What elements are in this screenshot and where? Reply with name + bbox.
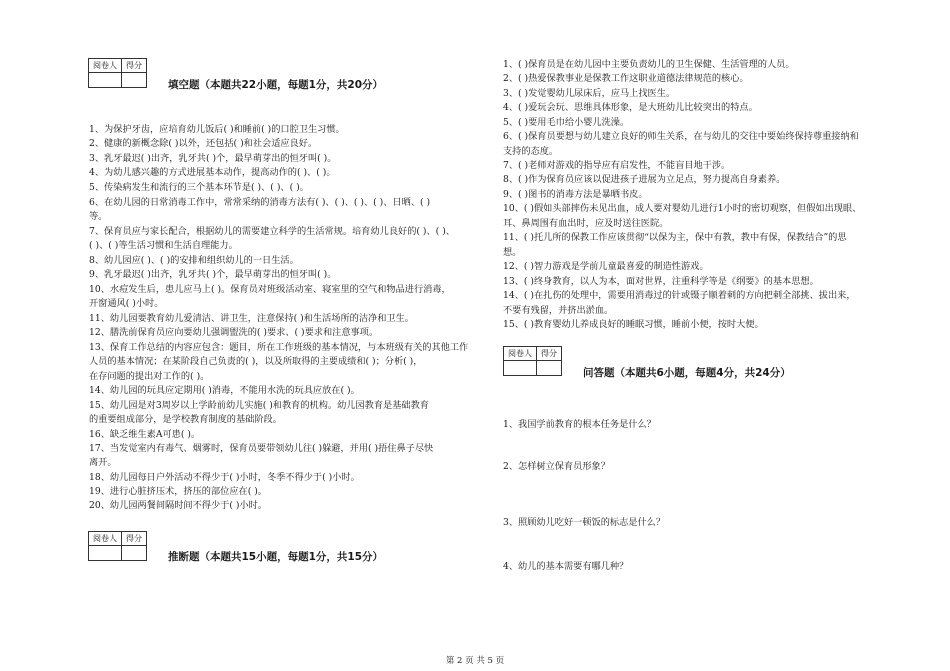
fill-blank-line: 13、保育工作总结的内容应包含：题目，所在工作班级的基本情况，与本班级有关的其他工作	[89, 342, 469, 353]
fill-blank-line: 1、为保护牙齿，应培育幼儿饭后( )和睡前( )的口腔卫生习惯。	[89, 124, 345, 135]
fill-blank-line: 3、乳牙最迟( )出齐，乳牙共( )个，最早萌芽出的恒牙叫( )。	[89, 153, 337, 164]
fill-blank-line: 14、幼儿园的玩具应定期用( )消毒，不能用水洗的玩具应放在( )。	[89, 385, 360, 396]
judge-line: 6、( )保育员要想与幼儿建立良好的师生关系，在与幼儿的交往中要始终保持尊重接纳和	[503, 131, 859, 142]
fill-blank-line: 的重要组成部分，是学校教育制度的基础阶段。	[89, 414, 282, 425]
fill-blank-line: 2、健康的新概念除( )以外，还包括( )和社会适应良好。	[89, 138, 318, 149]
qa-question: 2、怎样树立保育员形象？	[503, 461, 610, 472]
judge-line: 15、( )教育婴幼儿养成良好的睡眠习惯，睡前小便，按时大便。	[503, 319, 764, 330]
judge-title: 推断题（本题共15小题，每题1分，共15分）	[168, 551, 384, 563]
score-box-qa	[503, 346, 562, 376]
qa-question: 4、幼儿的基本需要有哪几种？	[503, 561, 629, 572]
judge-line: 14、( )在扎伤的处理中，需要用消毒过的针或镊子顺着刺的方向把刺全部挑、拔出来，	[503, 290, 856, 301]
fill-blank-line: 9、乳牙最迟( )出齐，乳牙共( )个，最早萌芽出的恒牙叫( )。	[89, 269, 337, 280]
score-box-score: 得分	[537, 347, 562, 361]
qa-question: 1、我国学前教育的根本任务是什么？	[503, 419, 656, 430]
fill-blank-line: 5、传染病发生和流行的三个基本环节是( )、( )、( )。	[89, 182, 309, 193]
fill-blank-line: 19、进行心脏挤压术，挤压的部位应在( )。	[89, 486, 267, 497]
judge-line: 12、( )智力游戏是学前儿童最喜爱的制造性游戏。	[503, 261, 709, 272]
fill-blank-line: 离开。	[89, 457, 117, 468]
fill-blank-line: 8、幼儿园应( )、( )的安排和组织幼儿的一日生活。	[89, 255, 299, 266]
qa-title: 问答题（本题共6小题，每题4分，共24分）	[583, 367, 791, 379]
fill-blank-line: 17、当发觉室内有毒气、烟雾时，保育员要带领幼儿往( )躲避，并用( )捂住鼻子尽快	[89, 443, 434, 454]
fill-blank-line: 15、幼儿园是对3周岁以上学龄前幼儿实施( )和教育的机构。幼儿园教育是基础教育	[89, 400, 429, 411]
judge-line: 1、( )保育员是在幼儿园中主要负责幼儿的卫生保健、生活管理的人员。	[503, 59, 795, 70]
score-box-fill	[88, 58, 147, 88]
score-box-grader: 阅卷人	[89, 532, 122, 546]
fill-blank-line: 人员的基本情况；在某阶段自己负责的( )，以及所取得的主要成绩和( )；分析( )，	[89, 356, 423, 367]
fill-blank-line: ( )、( )等生活习惯和生活自理能力。	[89, 240, 238, 251]
judge-line: 耳、鼻周围有血出时，应及时送往医院。	[503, 218, 669, 229]
fill-blank-line: 等。	[89, 211, 108, 222]
score-box-grader: 阅卷人	[89, 59, 122, 73]
fill-blank-line: 6、在幼儿园的日常消毒工作中，常常采纳的消毒方法有( )、( )、( )、( )、日晒、( )	[89, 197, 431, 208]
judge-line: 想。	[503, 247, 522, 258]
judge-line: 不要有残留，并挤出淤血。	[503, 305, 614, 316]
fill-blank-line: 10、水痘发生后，患儿应马上( )。保育员对班级活动室、寝室里的空气和物品进行消毒，	[89, 284, 451, 295]
fill-blank-title: 填空题（本题共22小题，每题1分，共20分）	[168, 79, 384, 91]
page-number: 第 2 页 共 5 页	[445, 656, 505, 666]
judge-line: 7、( )老师对游戏的指导应有启发性，不能盲目地干涉。	[503, 160, 731, 171]
judge-line: 支持的态度。	[503, 146, 559, 157]
judge-line: 4、( )爱玩会玩、思维具体形象，是大班幼儿比较突出的特点。	[503, 102, 758, 113]
fill-blank-line: 4、为幼儿感兴趣的方式进展基本动作，提高动作的( )、( )。	[89, 167, 336, 178]
score-box-judge	[88, 531, 147, 561]
fill-blank-line: 16、缺乏维生素A可患( )。	[89, 429, 201, 440]
score-box-grader: 阅卷人	[504, 347, 537, 361]
score-box-score: 得分	[122, 59, 147, 73]
judge-line: 10、( )假如头部摔伤未见出血，成人要对婴幼儿进行1小时的密切观察，但假如出现眼、	[503, 203, 862, 214]
fill-blank-line: 11、幼儿园要教育幼儿爱清洁、讲卫生，注意保持( )和生活场所的洁净和卫生。	[89, 313, 414, 324]
fill-blank-line: 7、保育员应与家长配合，根据幼儿的需要建立科学的生活常规。培育幼儿良好的( )、( )、	[89, 226, 455, 237]
judge-line: 9、( )图书的消毒方法是暴晒书皮。	[503, 189, 648, 200]
judge-line: 5、( )要用毛巾给小婴儿洗澡。	[503, 117, 630, 128]
score-box-score: 得分	[122, 532, 147, 546]
fill-blank-line: 18、幼儿园每日户外活动不得少于( )小时，冬季不得少于( )小时。	[89, 472, 360, 483]
judge-line: 11、( )托儿所的保教工作应该贯彻“以保为主，保中有教，教中有保，保教结合”的思	[503, 232, 847, 243]
fill-blank-line: 在存问题的提出对工作的( )。	[89, 371, 210, 382]
judge-line: 8、( )作为保育员应该以促进孩子进展为立足点，努力提高自身素养。	[503, 174, 786, 185]
judge-line: 2、( )热爱保教事业是保教工作这职业道德法律规范的核心。	[503, 73, 749, 84]
fill-blank-line: 12、膳洗前保育员应向要幼儿强调盥洗的( )要求、( )要求和注意事项。	[89, 327, 379, 338]
judge-line: 13、( )终身教育，以人为本，面对世界，注重科学等是《纲要》的基本思想。	[503, 276, 819, 287]
qa-question: 3、照顾幼儿吃好一顿饭的标志是什么？	[503, 517, 666, 528]
judge-line: 3、( )发觉婴幼儿尿床后，应马上找医生。	[503, 88, 676, 99]
fill-blank-line: 开窗通风( )小时。	[89, 298, 164, 309]
fill-blank-line: 20、幼儿园两餐间隔时间不得少于( )小时。	[89, 500, 267, 511]
